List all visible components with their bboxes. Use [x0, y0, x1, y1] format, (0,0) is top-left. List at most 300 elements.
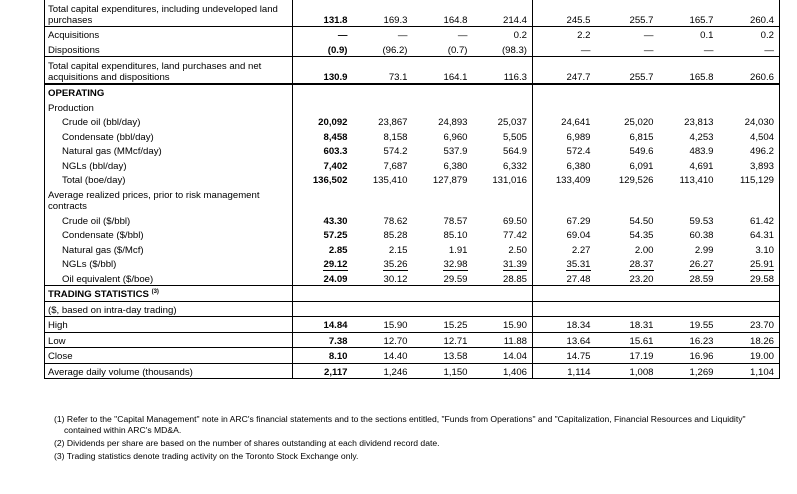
value-cell — [659, 57, 719, 85]
value-text: 25,037 — [497, 117, 527, 129]
empty-cell — [293, 100, 353, 115]
value-cell — [413, 0, 473, 27]
value-cell — [293, 0, 353, 27]
value-text: 85.10 — [443, 230, 468, 242]
value-text: 23,813 — [684, 117, 714, 129]
value-text: 43.30 — [323, 215, 348, 227]
value-text: 23,867 — [378, 117, 408, 129]
value-cell — [473, 129, 533, 144]
value-cell — [353, 332, 413, 348]
value-text: 17.19 — [629, 351, 654, 363]
row-label: NGLs (bbl/day) — [45, 158, 293, 173]
value-cell — [659, 42, 719, 57]
value-text: 13.58 — [443, 351, 468, 363]
value-text: 35.31 — [566, 259, 591, 271]
value-cell — [353, 158, 413, 173]
value-cell — [719, 27, 780, 42]
value-text: 164.8 — [443, 14, 468, 26]
value-cell — [596, 242, 659, 257]
value-text: 28.37 — [629, 259, 654, 271]
value-text: 16.23 — [689, 335, 714, 347]
value-text: 133,409 — [555, 175, 591, 187]
empty-cell — [533, 187, 596, 213]
value-cell — [659, 129, 719, 144]
empty-cell — [293, 286, 353, 302]
value-text: 4,253 — [689, 131, 714, 143]
empty-cell — [533, 301, 596, 317]
value-cell — [719, 227, 780, 242]
table-row — [45, 27, 780, 42]
empty-cell — [413, 100, 473, 115]
value-text: 245.5 — [566, 14, 591, 26]
empty-cell — [473, 84, 533, 100]
section-label — [45, 286, 293, 302]
value-cell — [473, 213, 533, 228]
value-text: 25.91 — [749, 259, 774, 271]
row-label: Total (boe/day) — [45, 172, 293, 187]
value-text: 537.9 — [443, 146, 468, 158]
table-row — [45, 0, 780, 27]
value-text: 1,114 — [567, 366, 591, 378]
value-text: 28.59 — [689, 273, 714, 285]
value-text: 24,030 — [744, 117, 774, 129]
footnote-1: (1) Refer to the "Capital Management" note in ARC's financial statements and to the sections entitled, "Funds from Operations" and "Capitalization, Financial Resources and Liquidity" contained within ARC's MD&A. — [54, 414, 746, 435]
empty-cell — [596, 301, 659, 317]
value-cell — [596, 363, 659, 379]
value-cell — [659, 114, 719, 129]
value-cell — [413, 57, 473, 85]
value-text: 127,879 — [432, 175, 468, 187]
value-cell — [659, 213, 719, 228]
empty-cell — [473, 187, 533, 213]
value-cell — [719, 271, 780, 286]
value-cell — [413, 256, 473, 271]
value-text: — — [457, 30, 468, 42]
value-text: 572.4 — [566, 146, 591, 158]
value-cell — [473, 317, 533, 333]
value-cell — [473, 348, 533, 364]
row-label: Close — [45, 348, 293, 364]
table-row — [45, 158, 780, 173]
value-cell — [659, 143, 719, 158]
value-text: 7,402 — [323, 160, 348, 172]
value-cell — [413, 172, 473, 187]
value-text: (0.9) — [327, 44, 348, 56]
value-cell — [596, 42, 659, 57]
value-cell — [413, 27, 473, 42]
value-text: 169.3 — [383, 14, 408, 26]
value-text: 15.61 — [629, 335, 654, 347]
value-cell — [533, 242, 596, 257]
table-row — [45, 213, 780, 228]
value-cell — [719, 172, 780, 187]
value-text: 2.27 — [571, 244, 591, 256]
value-text: 6,380 — [443, 160, 468, 172]
value-text: 25,020 — [624, 117, 654, 129]
table-row — [45, 227, 780, 242]
empty-cell — [293, 84, 353, 100]
section-operating — [45, 84, 780, 100]
value-text: 7.38 — [328, 335, 348, 347]
value-cell — [596, 256, 659, 271]
empty-cell — [659, 286, 719, 302]
row-label: Crude oil (bbl/day) — [45, 114, 293, 129]
value-cell — [719, 0, 780, 27]
row-label: Crude oil ($/bbl) — [45, 213, 293, 228]
value-text: (98.3) — [501, 44, 527, 56]
empty-cell — [659, 301, 719, 317]
value-cell — [533, 172, 596, 187]
value-text: 130.9 — [323, 71, 348, 83]
value-cell — [533, 348, 596, 364]
value-cell — [659, 158, 719, 173]
footnote-2: (2) Dividends per share are based on the number of shares outstanding at each dividend record date. — [54, 438, 440, 448]
row-label: NGLs ($/bbl) — [45, 256, 293, 271]
empty-cell — [413, 301, 473, 317]
empty-cell — [596, 187, 659, 213]
empty-cell — [533, 286, 596, 302]
value-text: 23.70 — [749, 320, 774, 332]
value-text: 5,505 — [502, 131, 527, 143]
value-cell — [353, 348, 413, 364]
value-cell — [353, 129, 413, 144]
value-text: 6,960 — [443, 131, 468, 143]
empty-cell — [533, 84, 596, 100]
table-row — [45, 348, 780, 364]
row-label: Condensate ($/bbl) — [45, 227, 293, 242]
value-text: 2.99 — [694, 244, 714, 256]
value-cell — [293, 42, 353, 57]
value-text: 69.50 — [502, 215, 527, 227]
empty-cell — [659, 187, 719, 213]
empty-cell — [473, 286, 533, 302]
value-cell — [293, 27, 353, 42]
value-cell — [353, 242, 413, 257]
value-cell — [413, 348, 473, 364]
value-text: 19.55 — [689, 320, 714, 332]
value-text: 6,815 — [629, 131, 654, 143]
value-text: 78.62 — [383, 215, 408, 227]
value-cell — [353, 114, 413, 129]
value-cell — [473, 143, 533, 158]
value-cell — [533, 227, 596, 242]
value-text: 1,150 — [443, 366, 468, 378]
value-cell — [293, 363, 353, 379]
row-label: Average daily volume (thousands) — [45, 363, 293, 379]
value-cell — [353, 57, 413, 85]
value-text: 14.40 — [383, 351, 408, 363]
value-cell — [659, 0, 719, 27]
value-text: 20,092 — [318, 117, 348, 129]
value-text: 31.39 — [502, 259, 527, 271]
value-text: 26.27 — [689, 259, 714, 271]
value-text: 12.71 — [443, 335, 468, 347]
value-cell — [533, 332, 596, 348]
value-cell — [533, 271, 596, 286]
value-cell — [533, 114, 596, 129]
value-cell — [719, 363, 780, 379]
value-text: — — [643, 44, 654, 56]
value-text: 15.90 — [383, 320, 408, 332]
value-text: 8,458 — [323, 131, 348, 143]
row-label: Oil equivalent ($/boe) — [45, 271, 293, 286]
value-cell — [596, 172, 659, 187]
value-cell — [353, 317, 413, 333]
empty-cell — [596, 84, 659, 100]
value-text: 136,502 — [312, 175, 348, 187]
value-text: 2.50 — [508, 244, 527, 256]
value-text: 1,406 — [502, 366, 527, 378]
value-cell — [659, 348, 719, 364]
value-text: 23.20 — [629, 273, 654, 285]
empty-cell — [533, 100, 596, 115]
empty-cell — [353, 301, 413, 317]
value-cell — [533, 143, 596, 158]
subsection-production — [45, 100, 780, 115]
value-text: 11.88 — [503, 335, 527, 347]
row-label: Dispositions — [45, 42, 293, 57]
empty-cell — [596, 286, 659, 302]
table-row — [45, 129, 780, 144]
empty-cell — [659, 100, 719, 115]
table-row — [45, 57, 780, 85]
value-cell — [353, 143, 413, 158]
section-label: Production — [45, 100, 293, 115]
value-text: 15.90 — [502, 320, 527, 332]
value-cell — [353, 0, 413, 27]
value-cell — [719, 158, 780, 173]
value-cell — [413, 271, 473, 286]
value-text: 18.26 — [749, 335, 774, 347]
value-cell — [473, 242, 533, 257]
value-text: 28.85 — [502, 273, 527, 285]
value-text: 29.12 — [323, 259, 348, 271]
empty-cell — [293, 301, 353, 317]
section-title: TRADING STATISTICS — [48, 289, 149, 301]
value-text: 4,504 — [749, 131, 774, 143]
footnotes — [54, 414, 784, 464]
value-text: 6,989 — [566, 131, 591, 143]
value-text: 116.3 — [503, 71, 527, 83]
value-cell — [293, 348, 353, 364]
value-text: 64.31 — [749, 230, 774, 242]
value-cell — [473, 363, 533, 379]
value-cell — [533, 0, 596, 27]
financial-summary-table — [44, 0, 780, 379]
value-text: 14.84 — [323, 320, 348, 332]
empty-cell — [719, 286, 780, 302]
row-label: Low — [45, 332, 293, 348]
value-text: 164.1 — [443, 71, 468, 83]
value-cell — [659, 363, 719, 379]
value-cell — [413, 317, 473, 333]
table-row — [45, 256, 780, 271]
row-label: Natural gas ($/Mcf) — [45, 242, 293, 257]
value-text: 131.8 — [323, 14, 348, 26]
value-text: 14.75 — [566, 351, 591, 363]
value-text: 549.6 — [629, 146, 654, 158]
value-cell — [596, 143, 659, 158]
value-cell — [353, 271, 413, 286]
value-cell — [659, 227, 719, 242]
value-text: 564.9 — [502, 146, 527, 158]
value-text: 24,893 — [438, 117, 468, 129]
value-cell — [533, 57, 596, 85]
value-text: 1,246 — [383, 366, 408, 378]
value-cell — [473, 57, 533, 85]
value-text: 73.1 — [388, 71, 408, 83]
value-text: 1,104 — [749, 366, 774, 378]
value-cell — [719, 129, 780, 144]
value-text: 6,091 — [629, 160, 654, 172]
value-cell — [719, 348, 780, 364]
value-cell — [596, 348, 659, 364]
empty-cell — [719, 100, 780, 115]
empty-cell — [413, 286, 473, 302]
value-cell — [473, 42, 533, 57]
value-cell — [659, 271, 719, 286]
value-text: 14.04 — [502, 351, 527, 363]
value-text: 24,641 — [561, 117, 591, 129]
value-text: 27.48 — [566, 273, 591, 285]
value-cell — [596, 27, 659, 42]
value-cell — [596, 227, 659, 242]
value-text: 60.38 — [689, 230, 714, 242]
value-cell — [533, 363, 596, 379]
table-row — [45, 317, 780, 333]
value-text: 603.3 — [323, 146, 348, 158]
empty-cell — [659, 84, 719, 100]
value-text: 483.9 — [689, 146, 714, 158]
value-cell — [596, 271, 659, 286]
value-cell — [719, 114, 780, 129]
row-label: Condensate (bbl/day) — [45, 129, 293, 144]
value-cell — [659, 256, 719, 271]
value-text: 13.64 — [566, 335, 591, 347]
empty-cell — [596, 100, 659, 115]
value-text: (96.2) — [382, 44, 408, 56]
value-text: 30.12 — [383, 273, 408, 285]
value-text: 54.50 — [629, 215, 654, 227]
value-text: 69.04 — [566, 230, 591, 242]
table-row — [45, 114, 780, 129]
value-cell — [293, 114, 353, 129]
value-cell — [719, 332, 780, 348]
value-cell — [473, 158, 533, 173]
footnote-ref: (3) — [151, 289, 159, 296]
value-cell — [719, 213, 780, 228]
value-cell — [413, 143, 473, 158]
value-text: 67.29 — [566, 215, 591, 227]
value-text: 19.00 — [749, 351, 774, 363]
value-text: 574.2 — [383, 146, 408, 158]
value-cell — [473, 332, 533, 348]
value-cell — [353, 42, 413, 57]
value-cell — [473, 172, 533, 187]
value-cell — [596, 0, 659, 27]
value-cell — [596, 332, 659, 348]
value-text: (0.7) — [447, 44, 468, 56]
value-cell — [293, 129, 353, 144]
value-text: 496.2 — [749, 146, 774, 158]
value-cell — [293, 256, 353, 271]
value-text: 7,687 — [383, 160, 408, 172]
value-cell — [719, 143, 780, 158]
section-label: Average realized prices, prior to risk management contracts — [45, 187, 293, 213]
empty-cell — [719, 187, 780, 213]
section-label: ($, based on intra-day trading) — [45, 301, 293, 317]
value-text: — — [397, 30, 408, 42]
value-text: 4,691 — [689, 160, 714, 172]
value-cell — [293, 57, 353, 85]
value-cell — [473, 0, 533, 27]
empty-cell — [719, 84, 780, 100]
table-row — [45, 332, 780, 348]
value-text: 115,129 — [740, 175, 774, 187]
row-label — [45, 0, 293, 27]
value-cell — [719, 317, 780, 333]
value-cell — [293, 317, 353, 333]
value-text: 16.96 — [689, 351, 714, 363]
footnote-3: (3) Trading statistics denote trading activity on the Toronto Stock Exchange only. — [54, 451, 359, 461]
value-cell — [413, 242, 473, 257]
value-text: 0.1 — [700, 30, 714, 42]
table-row — [45, 271, 780, 286]
value-text: 0.2 — [513, 30, 527, 42]
value-text: 35.26 — [383, 259, 408, 271]
value-text: — — [764, 44, 774, 56]
value-text: 135,410 — [372, 175, 408, 187]
value-cell — [596, 114, 659, 129]
value-text: 255.7 — [629, 14, 654, 26]
value-text: 165.7 — [689, 14, 714, 26]
row-label-text: Total capital expenditures, including undeveloped land purchases — [48, 3, 278, 26]
value-text: 2.15 — [388, 244, 408, 256]
value-text: 1.91 — [448, 244, 468, 256]
value-text: — — [703, 44, 714, 56]
value-cell — [719, 57, 780, 85]
value-cell — [413, 332, 473, 348]
table-row — [45, 242, 780, 257]
empty-cell — [353, 187, 413, 213]
value-cell — [596, 158, 659, 173]
value-cell — [533, 213, 596, 228]
value-cell — [596, 129, 659, 144]
value-text: 260.6 — [749, 71, 774, 83]
value-cell — [413, 114, 473, 129]
value-cell — [596, 213, 659, 228]
value-text: 29.59 — [443, 273, 468, 285]
value-cell — [473, 271, 533, 286]
value-text: 255.7 — [629, 71, 654, 83]
value-text: 24.09 — [323, 273, 348, 285]
value-text: 12.70 — [383, 335, 408, 347]
value-text: — — [643, 30, 654, 42]
value-cell — [659, 317, 719, 333]
value-text: 131,016 — [492, 175, 527, 187]
row-label: High — [45, 317, 293, 333]
value-cell — [719, 256, 780, 271]
value-cell — [473, 227, 533, 242]
empty-cell — [293, 187, 353, 213]
value-text: — — [337, 30, 348, 42]
subsection-basis — [45, 301, 780, 317]
value-text: 59.53 — [689, 215, 714, 227]
value-text: 3.10 — [755, 244, 774, 256]
empty-cell — [473, 100, 533, 115]
value-cell — [413, 213, 473, 228]
value-text: 2,117 — [324, 366, 348, 378]
